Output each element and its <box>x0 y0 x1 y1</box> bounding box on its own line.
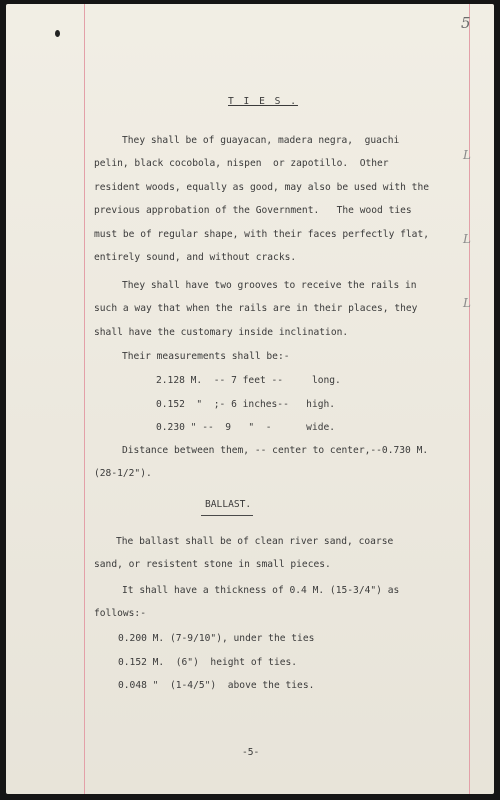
heading-underline <box>201 515 253 516</box>
measurement-line: 0.230 " -- 9 " - wide. <box>156 422 336 433</box>
measurement-line: 2.128 M. -- 7 feet -- long. <box>156 375 341 386</box>
heading-ballast: BALLAST. <box>205 499 252 510</box>
left-margin-rule <box>84 4 85 794</box>
text-line: such a way that when the rails are in their places, they <box>94 303 418 314</box>
text-line: They shall be of guayacan, madera negra, guachi <box>122 135 400 146</box>
text-line: resident woods, equally as good, may also be used with the <box>94 182 430 193</box>
pencil-mark: L <box>463 232 471 246</box>
text-line: pelin, black cocobola, nispen or zapotillo. Other <box>94 158 389 169</box>
corner-page-number: 5 <box>461 14 471 32</box>
text-line: follows:- <box>94 608 146 619</box>
text-line: It shall have a thickness of 0.4 M. (15-3/4") as <box>122 585 400 596</box>
heading-ties: T I E S . <box>228 96 298 107</box>
text-line: shall have the customary inside inclination. <box>94 327 349 338</box>
text-line: entirely sound, and without cracks. <box>94 252 297 263</box>
text-line: must be of regular shape, with their faces perfectly flat, <box>94 229 430 240</box>
thickness-line: 0.048 " (1-4/5") above the ties. <box>118 680 315 691</box>
thickness-line: 0.152 M. (6") height of ties. <box>118 657 298 668</box>
distance-line: (28-1/2"). <box>94 468 152 479</box>
measurement-line: 0.152 " ;- 6 inches-- high. <box>156 399 336 410</box>
distance-line: Distance between them, -- center to center,--0.730 M. <box>122 445 429 456</box>
pencil-mark: L <box>463 296 471 310</box>
text-line: The ballast shall be of clean river sand, coarse <box>116 536 394 547</box>
pencil-mark: L <box>463 148 471 162</box>
ink-blot <box>55 30 60 37</box>
text-line: sand, or resistent stone in small pieces. <box>94 559 331 570</box>
measurements-intro: Their measurements shall be:- <box>122 351 290 362</box>
right-margin-rule <box>469 4 470 794</box>
footer-page-number: -5- <box>242 747 260 758</box>
text-line: They shall have two grooves to receive the rails in <box>122 280 417 291</box>
text-line: previous approbation of the Government. The wood ties <box>94 205 412 216</box>
thickness-line: 0.200 M. (7-9/10"), under the ties <box>118 633 315 644</box>
